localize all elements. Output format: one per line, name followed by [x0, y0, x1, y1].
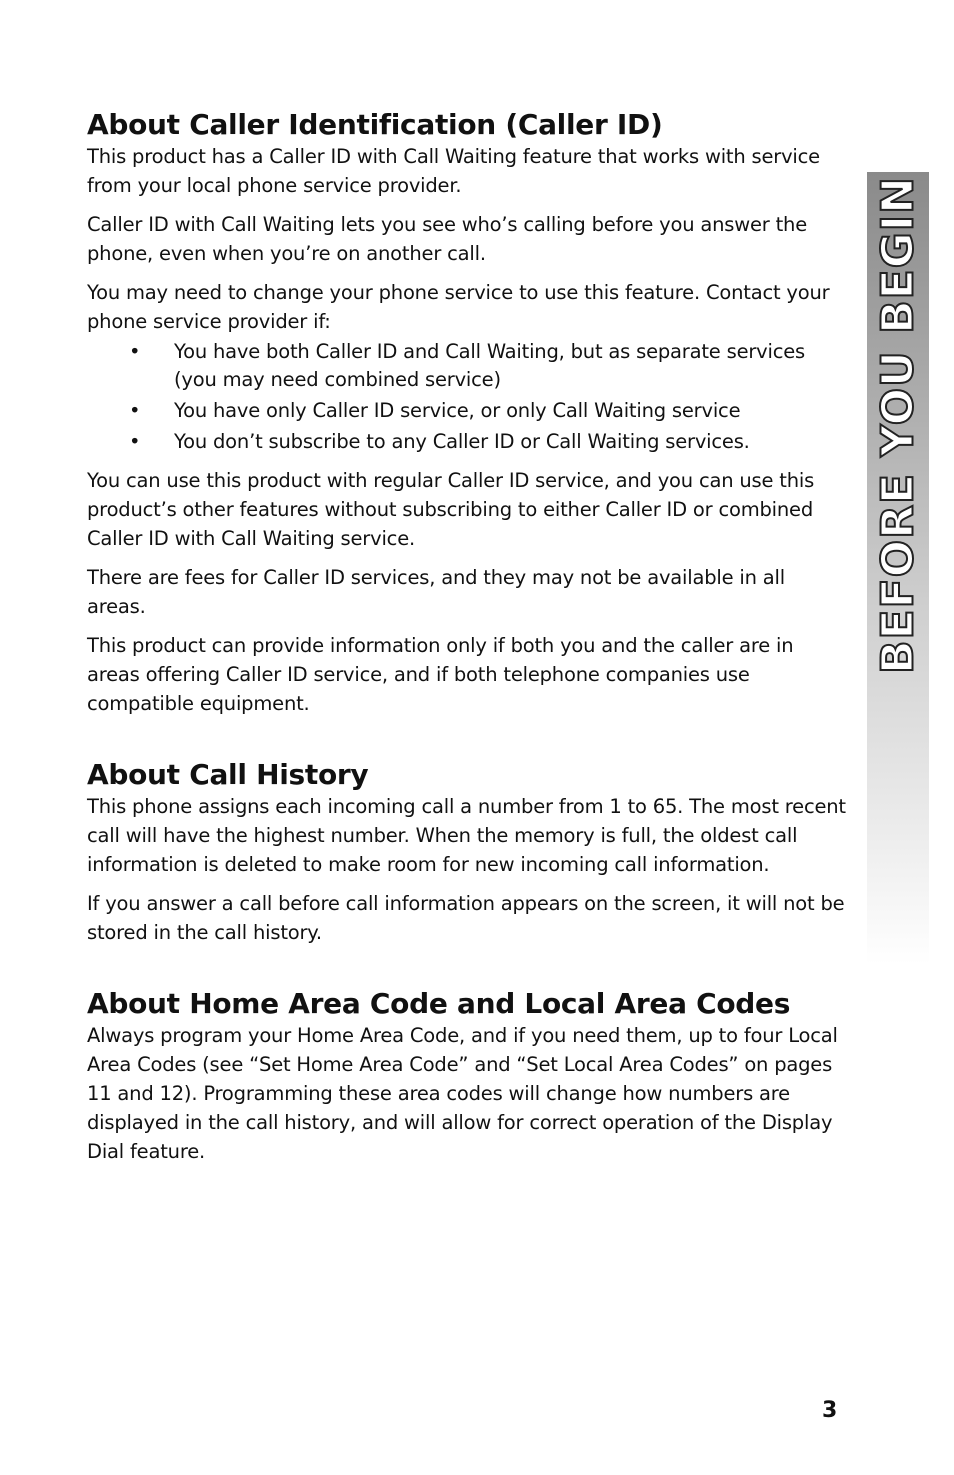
heading-caller-id: About Caller Identification (Caller ID)	[87, 108, 663, 141]
list-item	[87, 428, 847, 456]
bullet-list	[87, 338, 847, 456]
section-call-history	[87, 758, 847, 947]
bullet-icon: •	[129, 430, 141, 453]
heading-area-codes: About Home Area Code and Local Area Codes	[87, 987, 791, 1020]
paragraph: Caller ID with Call Waiting lets you see who’s calling before you answer the phone, even when you’re on another call.	[87, 213, 808, 265]
bullet-icon: •	[129, 399, 141, 422]
bullet-icon: •	[129, 340, 141, 363]
section-caller-id	[87, 108, 847, 718]
list-item	[87, 338, 847, 394]
paragraph: This phone assigns each incoming call a number from 1 to 65. The most recent call will have the highest number. When the memory is full, the oldest call information is deleted to make room for new incoming call information.	[87, 795, 846, 876]
paragraph: There are fees for Caller ID services, and they may not be available in all areas.	[87, 566, 785, 618]
paragraph: Always program your Home Area Code, and if you need them, up to four Local Area Codes (see “Set Home Area Code” and “Set Local Area Codes” on pages 11 and 12). Programming these area codes will change how numbers are displayed in the call history, and will allow for correct operation of the Display Dial feature.	[87, 1024, 838, 1163]
paragraph: This product can provide information only if both you and the caller are in areas offering Caller ID service, and if both telephone companies use compatible equipment.	[87, 634, 794, 715]
heading-call-history: About Call History	[87, 758, 369, 791]
side-tab	[867, 172, 929, 964]
page-content	[87, 108, 847, 1206]
paragraph: You may need to change your phone service to use this feature. Contact your phone service provider if:	[87, 281, 830, 333]
section-area-codes	[87, 987, 847, 1166]
paragraph: You can use this product with regular Caller ID service, and you can use this product’s other features without subscribing to either Caller ID or combined Caller ID with Call Waiting service.	[87, 469, 815, 550]
list-item-text: You have only Caller ID service, or only Call Waiting service	[174, 399, 741, 422]
paragraph: This product has a Caller ID with Call Waiting feature that works with service from your local phone service provider.	[87, 145, 820, 197]
side-tab-label: BEFORE YOU BEGIN	[872, 176, 924, 674]
list-item-text: You have both Caller ID and Call Waiting, but as separate services (you may need combined service)	[174, 340, 806, 391]
page-number: 3	[822, 1398, 838, 1423]
paragraph: If you answer a call before call information appears on the screen, it will not be stored in the call history.	[87, 892, 845, 944]
list-item	[87, 397, 847, 425]
list-item-text: You don’t subscribe to any Caller ID or Call Waiting services.	[174, 430, 750, 453]
